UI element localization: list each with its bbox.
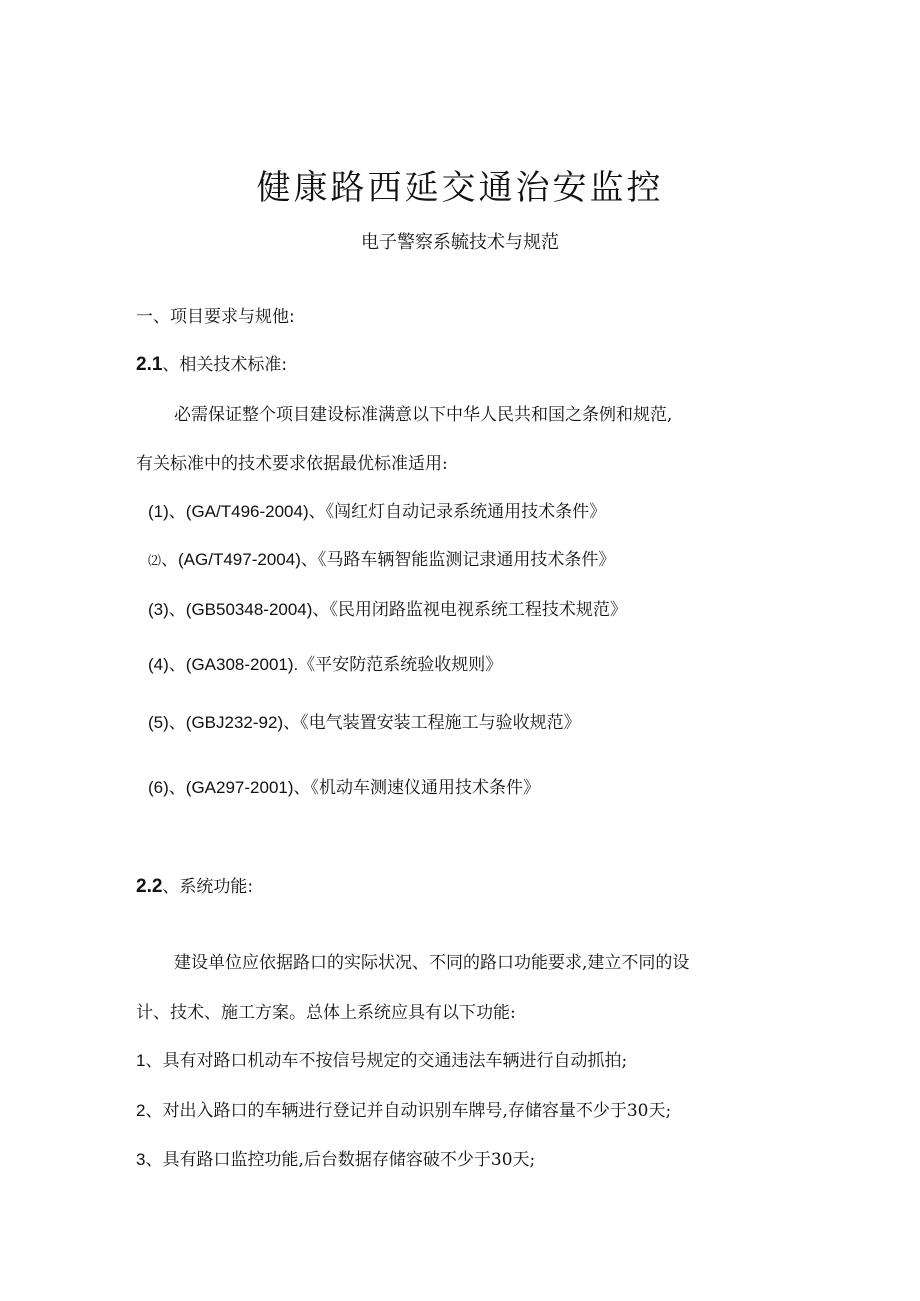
function-item-number: 2 [136, 1101, 146, 1120]
function-item-text: 、具有对路口机动车不按信号规定的交通违法车辆进行自动抓拍; [145, 1051, 628, 1071]
standard-marker: ⑵ [148, 553, 162, 568]
standard-item [148, 497, 606, 522]
section-1-heading: 一、项目要求与规他: [136, 307, 295, 327]
section-2-1-heading [136, 350, 287, 376]
standard-item [148, 545, 615, 570]
section-2-2-number: 2.2 [136, 876, 163, 897]
standard-item [148, 650, 502, 675]
section-2-1-number: 2.1 [136, 354, 163, 375]
standard-name: 《民用闭路监视电视系统工程技术规范》 [329, 600, 627, 620]
standard-marker: (6) [148, 778, 169, 797]
section-2-2-intro-line-2: 计、技术、施工方案。总体上系统应具有以下功能: [136, 1003, 516, 1023]
standard-marker: (4) [148, 655, 169, 674]
standard-code: 、(GA308-2001). [168, 655, 299, 674]
standard-code: 、(GBJ232-92)、 [168, 713, 301, 732]
standard-name: 《平安防范系统验收规则》 [298, 655, 503, 675]
section-2-2-intro-line-1: 建设单位应依据路口的实际状况、不同的路口功能要求,建立不同的设 [174, 953, 690, 973]
standard-code: 、(GA297-2001)、 [168, 778, 311, 797]
standard-code: 、(GA/T496-2004)、 [168, 502, 326, 521]
function-item-number: 3 [136, 1150, 146, 1169]
standard-name: 《马路车辆智能监测记隶通用技术条件》 [317, 550, 616, 570]
section-2-1-title: 、相关技术标准: [162, 355, 288, 375]
standard-marker: (5) [148, 713, 169, 732]
function-item-text: 、对出入路口的车辆进行登记并自动识别车牌号,存储容量不少于30天; [145, 1101, 672, 1121]
section-2-1-intro-line-1: 必需保证整个项目建设标准满意以下中华人民共和国之条例和规范, [174, 405, 673, 425]
standard-code: 、(AG/T497-2004)、 [161, 550, 318, 569]
section-2-1-intro-line-2: 有关标准中的技术要求依据最优标准适用: [136, 454, 448, 474]
standard-name: 《电气装置安装工程施工与验收规范》 [300, 713, 581, 733]
standard-marker: (1) [148, 502, 169, 521]
function-item-number: 1 [136, 1051, 146, 1070]
function-item-text: 、具有路口监控功能,后台数据存储容破不少于30天; [145, 1150, 536, 1170]
function-item [136, 1096, 671, 1121]
section-2-2-title: 、系统功能: [162, 877, 254, 897]
section-2-2-heading [136, 872, 253, 898]
standard-item [148, 708, 581, 733]
document-title: 健康路西延交通治安监控 [256, 168, 664, 208]
standard-marker: (3) [148, 600, 169, 619]
function-item [136, 1145, 535, 1170]
standard-item [148, 773, 540, 798]
standard-item [148, 595, 627, 620]
document-subtitle: 电子警察系毓技术与规范 [361, 232, 559, 253]
standard-code: 、(GB50348-2004)、 [168, 600, 330, 619]
function-item [136, 1046, 627, 1071]
standard-name: 《机动车测速仪通用技术条件》 [310, 778, 541, 798]
standard-name: 《闯红灯自动记录系统通用技术条件》 [325, 502, 607, 522]
